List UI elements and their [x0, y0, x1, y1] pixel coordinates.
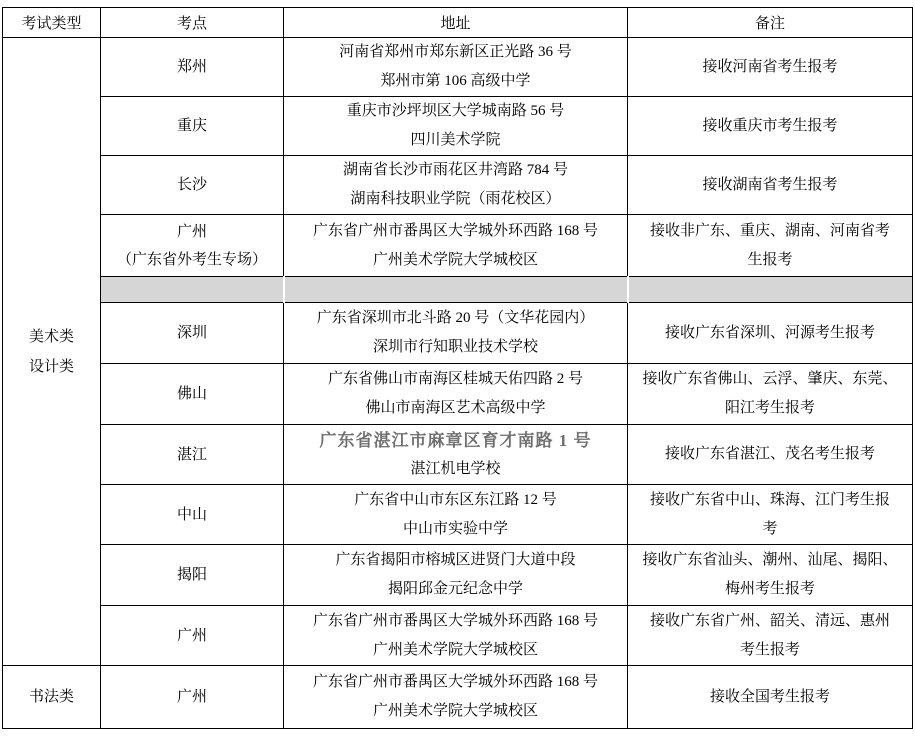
address-cell: [284, 303, 628, 364]
address-line1: 广东省广州市番禺区大学城外环西路 168 号: [312, 612, 598, 629]
exam-type-label-line2: 设计类: [28, 358, 74, 375]
address-cell: [284, 425, 628, 485]
address-line1: 广东省广州市番禺区大学城外环西路 168 号: [312, 674, 598, 690]
address-line1: 广东省中山市东区东江路 12 号: [354, 491, 557, 508]
table-row: [3, 425, 913, 485]
site-cell: [101, 303, 284, 364]
site-cell: [101, 38, 284, 97]
address-line2: 佛山市南海区艺术高级中学: [365, 400, 546, 416]
site-name: 重庆: [176, 118, 207, 134]
note-line2: 生报考: [747, 251, 793, 268]
note-line2: 阳江考生报考: [724, 400, 815, 416]
separator-row: [3, 277, 913, 303]
site-name: 长沙: [176, 177, 207, 193]
separator-cell: [284, 277, 628, 303]
site-cell: [101, 97, 284, 156]
address-line2: 广州美术学院大学城校区: [372, 703, 538, 719]
table-row: [3, 364, 913, 425]
address-line2: 揭阳邱金元纪念中学: [387, 581, 523, 597]
address-cell: [284, 485, 628, 545]
site-name: 广州: [176, 223, 207, 240]
address-line2: 郑州市第 106 高级中学: [380, 73, 531, 89]
address-line2: 广州美术学院大学城校区: [372, 251, 538, 268]
address-line1: 广东省佛山市南海区桂城天佑四路 2 号: [327, 371, 583, 387]
exam-sites-table: [2, 7, 913, 729]
address-line1: 湖南省长沙市雨花区井湾路 784 号: [342, 162, 568, 178]
site-cell: [101, 215, 284, 277]
note-line1: 接收广东省汕头、潮州、汕尾、揭阳、: [642, 552, 898, 568]
site-name: 揭阳: [176, 567, 207, 583]
address-line2: 广州美术学院大学城校区: [372, 641, 538, 658]
address-line2: 深圳市行知职业技术学校: [372, 339, 538, 355]
note-line1: 接收全国考生报考: [709, 688, 830, 705]
address-line1: 广东省广州市番禺区大学城外环西路 168 号: [312, 222, 598, 239]
table-row: [3, 156, 913, 215]
table-row: [3, 485, 913, 545]
address-cell: [284, 545, 628, 606]
address-cell: [284, 666, 628, 729]
note-line1: 接收广东省湛江、茂名考生报考: [664, 446, 875, 462]
exam-type-cell-calligraphy: [3, 666, 101, 729]
note-line1: 接收湖南省考生报考: [702, 176, 838, 193]
address-cell: [284, 606, 628, 666]
site-cell: [101, 545, 284, 606]
table-row: [3, 606, 913, 666]
site-name: 中山: [176, 506, 207, 523]
address-cell: [284, 38, 628, 97]
note-cell: [628, 545, 913, 606]
note-line2: 考: [762, 520, 778, 537]
site-name: 湛江: [176, 446, 207, 463]
site-subtitle: （广东省外考生专场）: [116, 251, 267, 268]
table-row: [3, 303, 913, 364]
site-cell: [101, 606, 284, 666]
header-row: [3, 8, 913, 38]
table-row: [3, 215, 913, 277]
note-cell: [628, 666, 913, 729]
note-line1: 接收广东省佛山、云浮、肇庆、东莞、: [642, 371, 898, 387]
table-row: [3, 545, 913, 606]
site-name: 广州: [176, 627, 207, 644]
header-site: 考点: [101, 8, 284, 38]
note-cell: [628, 215, 913, 277]
note-line1: 接收重庆市考生报考: [702, 117, 838, 134]
address-line2: 中山市实验中学: [402, 520, 508, 537]
note-cell: [628, 156, 913, 215]
note-cell: [628, 425, 913, 485]
exam-type-cell-art-design: [3, 38, 101, 666]
table-row: [3, 97, 913, 156]
exam-type-label: 书法类: [28, 689, 74, 705]
address-cell: [284, 215, 628, 277]
address-line1: 重庆市沙坪坝区大学城南路 56 号: [346, 103, 565, 119]
note-line2: 梅州考生报考: [724, 581, 815, 597]
address-line1: 广东省揭阳市榕城区进贤门大道中段: [335, 552, 576, 568]
address-line2: 湛江机电学校: [410, 460, 501, 477]
address-line2: 湖南科技职业学院（雨花校区）: [350, 191, 561, 207]
header-address: 地址: [284, 8, 628, 38]
site-name: 郑州: [176, 59, 207, 75]
site-name: 佛山: [176, 386, 207, 402]
site-cell: [101, 485, 284, 545]
address-line1: 广东省深圳市北斗路 20 号（文华花园内）: [316, 310, 595, 326]
site-name: 深圳: [176, 325, 207, 341]
header-note: 备注: [628, 8, 913, 38]
note-cell: [628, 97, 913, 156]
address-cell: [284, 97, 628, 156]
address-cell: [284, 156, 628, 215]
address-cell: [284, 364, 628, 425]
note-cell: [628, 303, 913, 364]
site-cell: [101, 364, 284, 425]
note-line1: 接收广东省深圳、河源考生报考: [664, 324, 875, 341]
note-line1: 接收广东省中山、珠海、江门考生报: [649, 491, 890, 508]
table-row: [3, 38, 913, 97]
site-name: 广州: [176, 689, 207, 705]
note-cell: [628, 485, 913, 545]
site-cell: [101, 425, 284, 485]
table-row: [3, 666, 913, 729]
address-line1: 河南省郑州市郑东新区正光路 36 号: [339, 44, 572, 60]
exam-type-label-line1: 美术类: [28, 328, 74, 345]
note-cell: [628, 364, 913, 425]
site-cell: [101, 666, 284, 729]
note-line1: 接收广东省广州、韶关、清远、惠州: [649, 612, 890, 629]
separator-cell: [101, 277, 284, 303]
address-line1-watermark: 广东省湛江市麻章区育才南路 1 号: [319, 430, 592, 450]
note-cell: [628, 38, 913, 97]
note-cell: [628, 606, 913, 666]
site-cell: [101, 156, 284, 215]
header-exam-type: 考试类型: [3, 8, 101, 38]
address-line2: 四川美术学院: [410, 132, 501, 148]
note-line1: 接收非广东、重庆、湖南、河南省考: [649, 222, 890, 239]
note-line2: 考生报考: [739, 641, 800, 658]
note-line1: 接收河南省考生报考: [702, 58, 838, 75]
separator-cell: [628, 277, 913, 303]
